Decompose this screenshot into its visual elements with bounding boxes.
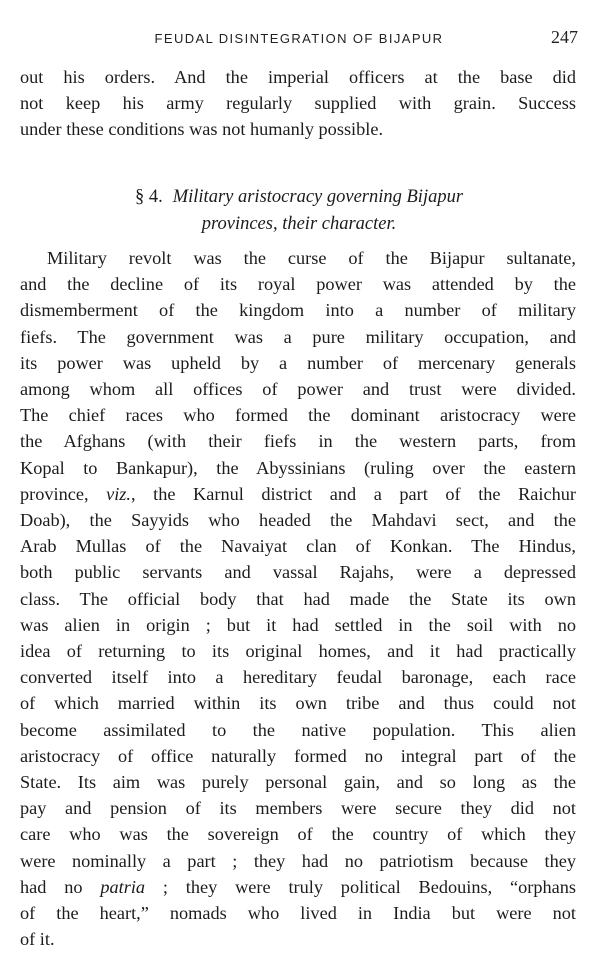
text-line: of which married within its own tribe and thus could not: [20, 693, 576, 714]
italic-abbreviation: viz.: [106, 483, 131, 504]
running-head: [20, 27, 578, 51]
section-title-line-2: provinces, their character.: [201, 214, 397, 234]
text-line: converted itself into a hereditary feudal baronage, each race: [20, 667, 576, 688]
paragraph-main: [20, 245, 576, 952]
text-line: not keep his army regularly supplied with grain. Success: [20, 93, 576, 114]
text-line: Kopal to Bankapur), the Abyssinians (ruling over the eastern: [20, 457, 576, 478]
text-segment: province,: [20, 483, 107, 504]
text-segment: , the Karnul district and a part of the Raichur: [131, 483, 576, 504]
text-line: Doab), the Sayyids who headed the Mahdavi sect, and the: [20, 510, 576, 531]
text-line: and the decline of its royal power was attended by the: [20, 274, 576, 295]
italic-word: patria: [100, 876, 146, 897]
section-heading: [20, 184, 578, 238]
text-line: among whom all offices of power and trust were divided.: [20, 379, 576, 400]
paragraph-continued: [20, 64, 576, 143]
text-line: fiefs. The government was a pure military occupation, and: [20, 326, 576, 347]
text-line: [20, 481, 576, 507]
text-line: care who was the sovereign of the country of which they: [20, 824, 576, 845]
text-line: the Afghans (with their fiefs in the western parts, from: [20, 431, 576, 452]
text-line: Arab Mullas of the Navaiyat clan of Konkan. The Hindus,: [20, 536, 576, 557]
text-line: become assimilated to the native population. This alien: [20, 719, 576, 740]
text-line: aristocracy of office naturally formed no integral part of the: [20, 745, 576, 766]
text-line: of the heart,” nomads who lived in India but were not: [20, 903, 576, 924]
text-segment: ; they were truly political Bedouins, “orphans: [145, 876, 576, 897]
text-line: idea of returning to its original homes, and it had practically: [20, 641, 576, 662]
text-line: were nominally a part ; they had no patriotism because they: [20, 850, 576, 871]
page-number: 247: [551, 27, 578, 47]
section-title-line-1: Military aristocracy governing Bijapur: [172, 187, 464, 207]
text-line: under these conditions was not humanly possible.: [20, 119, 384, 140]
text-line: of it.: [20, 929, 55, 950]
text-line: was alien in origin ; but it had settled in the soil with no: [20, 614, 576, 635]
text-line: The chief races who formed the dominant aristocracy were: [20, 405, 576, 426]
text-segment: had no: [20, 876, 101, 897]
text-line: its power was upheld by a number of mercenary generals: [20, 352, 576, 373]
running-title: FEUDAL DISINTEGRATION OF BIJAPUR: [154, 31, 444, 46]
text-line: [20, 874, 576, 900]
text-line: State. Its aim was purely personal gain, and so long as the: [20, 772, 576, 793]
text-line: Military revolt was the curse of the Bijapur sultanate,: [47, 248, 576, 268]
text-line: class. The official body that had made the State its own: [20, 588, 576, 609]
section-number: § 4.: [134, 187, 163, 207]
text-line: dismemberment of the kingdom into a number of military: [20, 300, 576, 321]
text-line: both public servants and vassal Rajahs, were a depressed: [20, 562, 576, 583]
text-line: out his orders. And the imperial officers at the base did: [20, 67, 576, 87]
text-line: pay and pension of its members were secure they did not: [20, 798, 576, 819]
book-page: [20, 0, 578, 963]
